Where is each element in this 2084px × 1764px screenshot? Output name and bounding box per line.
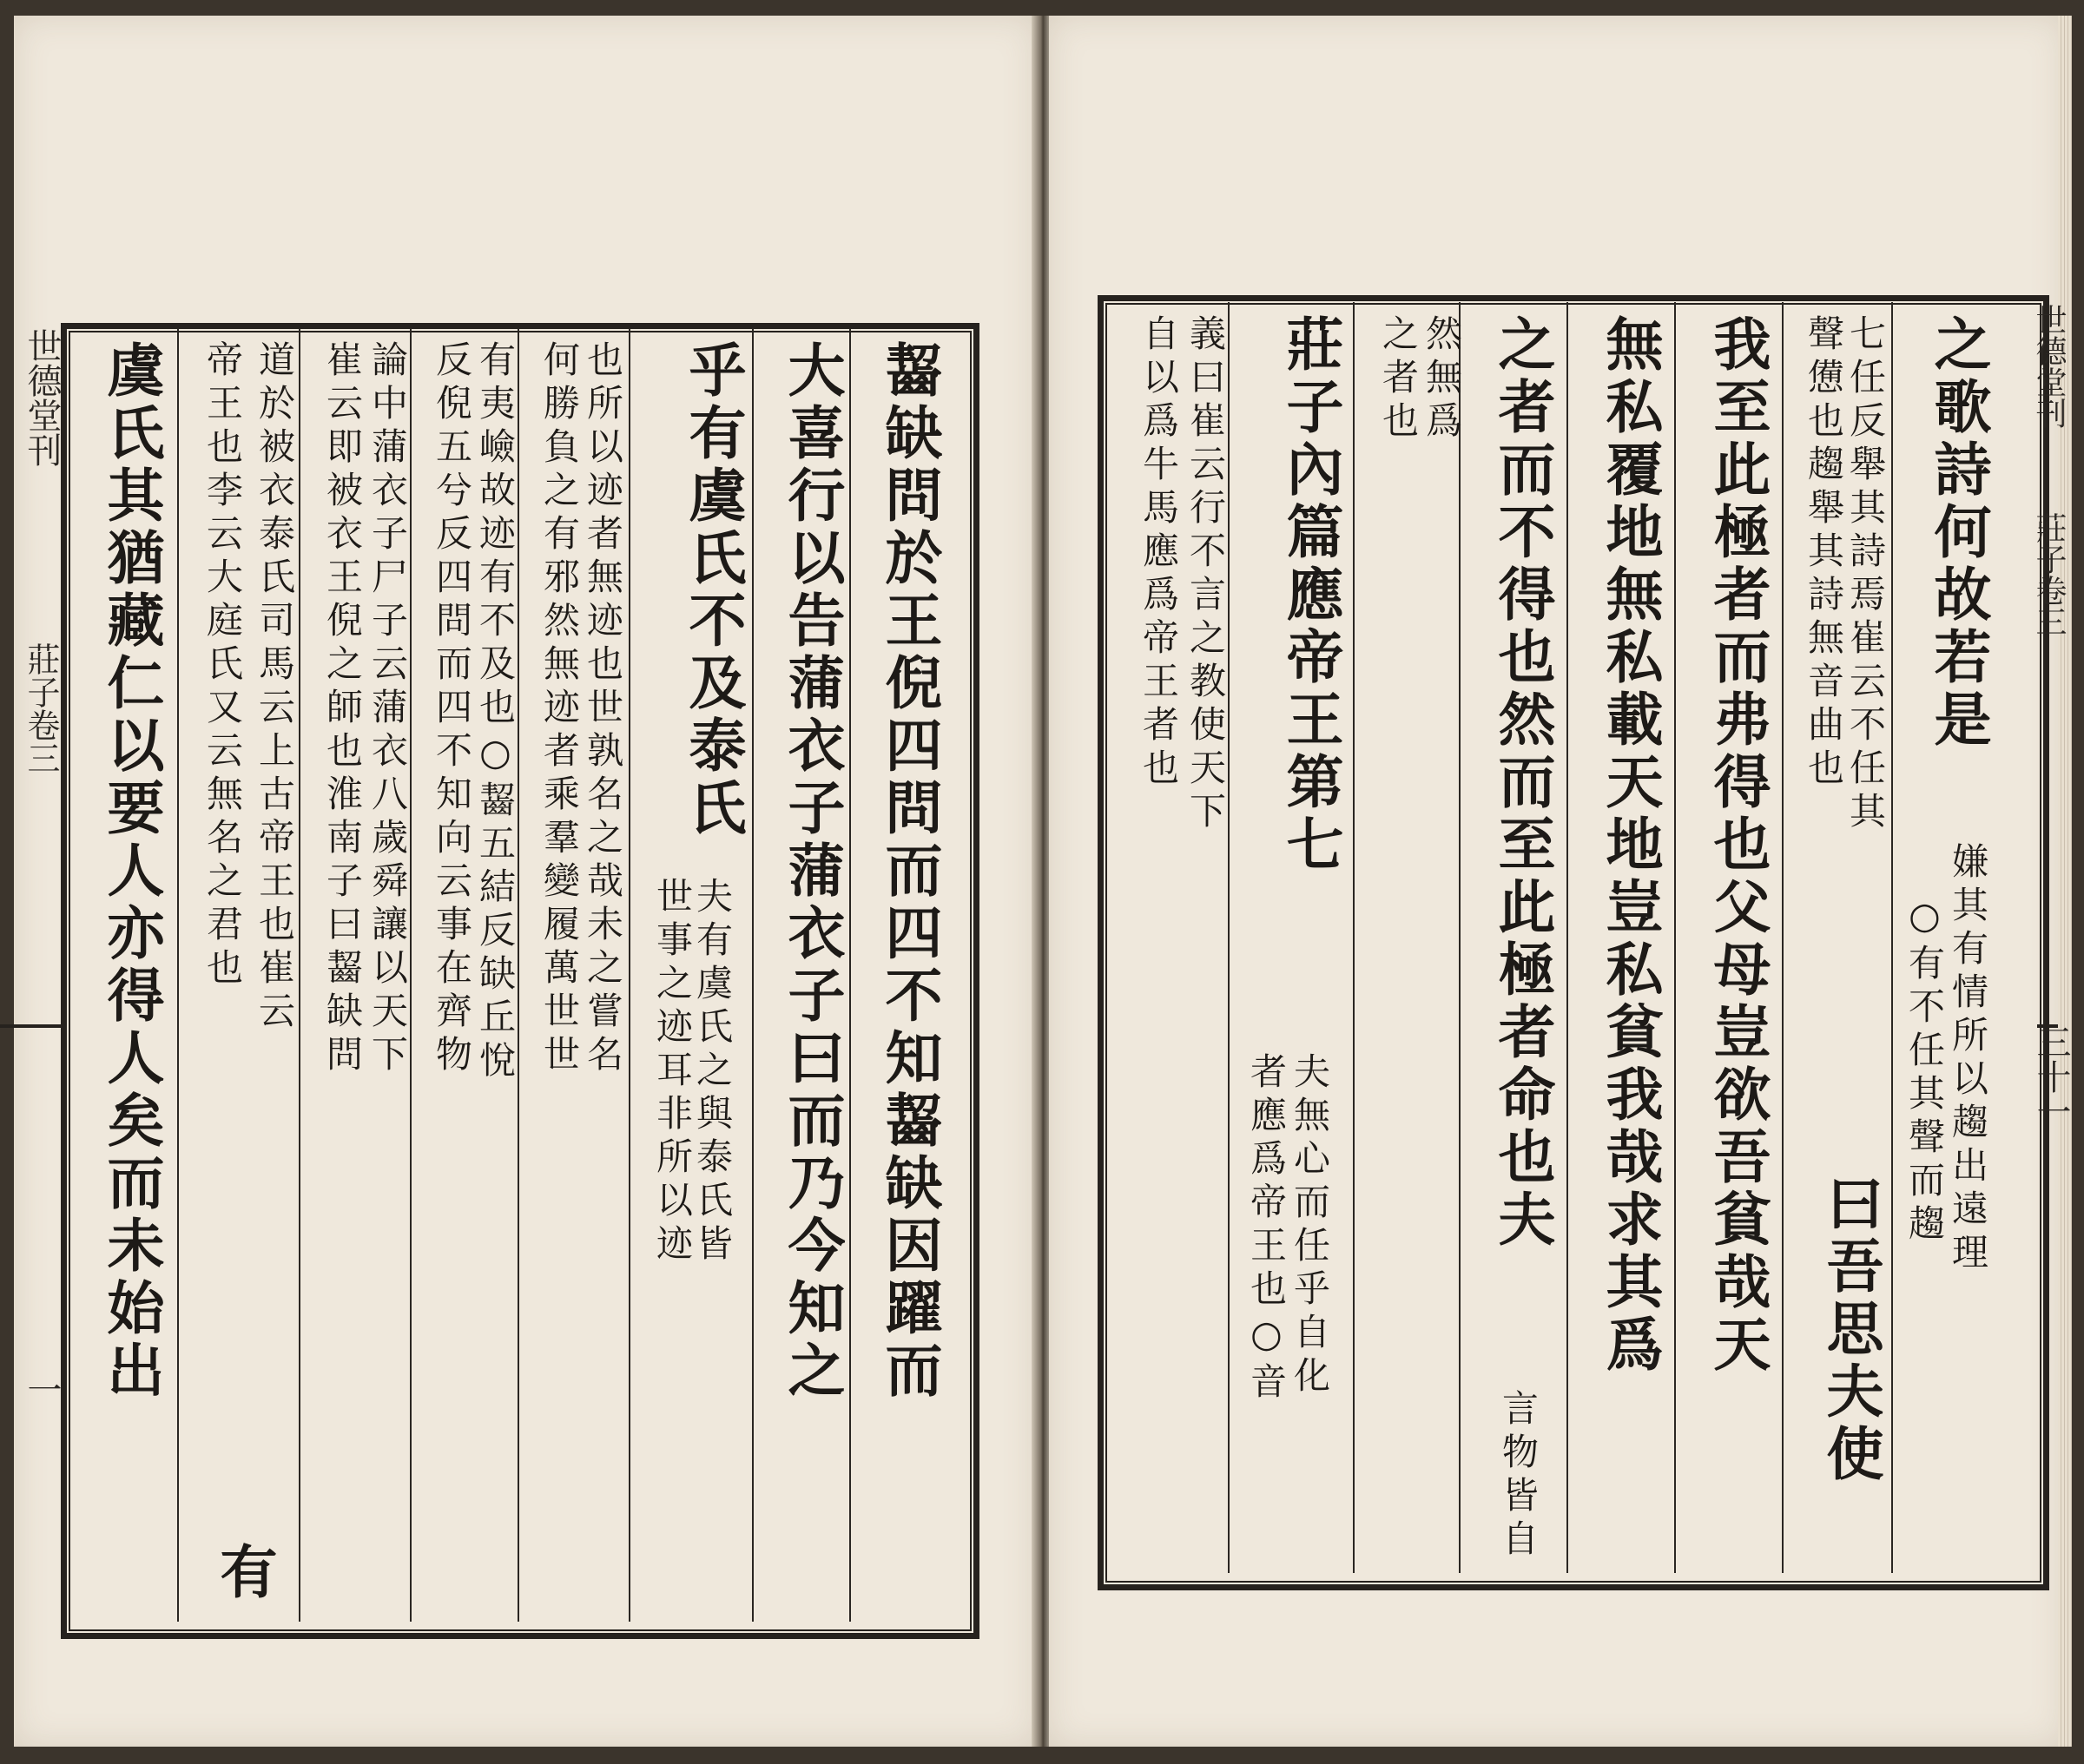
- column-rule: [629, 328, 630, 1622]
- page-edges: [2058, 16, 2072, 1747]
- annotation-column: 義曰崔云行不言之教使天下: [1184, 314, 1227, 835]
- text-column: 齧缺問於王倪四問而四不知齧缺因躍而: [875, 340, 943, 1403]
- right-margin-title: 世德堂刊: [2031, 304, 2067, 429]
- annotation-column: ○有不任其聲而趨: [1903, 894, 1946, 1247]
- annotation-column: 論中蒲衣子尸子云蒲衣八歲舜讓以天下: [366, 340, 409, 1078]
- annotation-column: 者應爲帝王也○音: [1245, 1052, 1288, 1405]
- annotation-column: 也所以迹者無迹也世孰名之哉未之嘗名: [582, 340, 624, 1078]
- annotation-column: 世事之迹耳非所以迹: [651, 877, 694, 1267]
- column-rule: [177, 328, 179, 1622]
- left-margin-folio: 一: [22, 1372, 62, 1406]
- column-rule: [1353, 302, 1355, 1573]
- text-column: 我至此極者而弗得也父母豈欲吾貧哉天: [1704, 314, 1771, 1377]
- text-column: 曰吾思夫使: [1817, 1174, 1884, 1486]
- annotation-column: 何勝負之有邪然無迹者乘羣變履萬世世: [538, 340, 581, 1078]
- annotation-column: 崔云即被衣王倪之師也淮南子曰齧缺問: [321, 340, 364, 1078]
- left-margin-title: 世德堂刊: [22, 328, 62, 467]
- chapter-heading: 莊子內篇應帝王第七: [1276, 314, 1344, 877]
- annotation-column: 七任反舉其詩焉崔云不任其: [1844, 314, 1887, 835]
- annotation-column: 道於被衣泰氏司馬云上古帝王也崔云: [254, 340, 296, 1035]
- text-column: 有: [210, 1542, 278, 1604]
- text-column: 大喜行以告蒲衣子蒲衣子曰而乃今知之: [778, 340, 846, 1403]
- annotation-column: 有夷嶮故迹有不及也○齧五結反缺丘悅: [474, 340, 517, 1084]
- annotation-column: 聲憊也趨舉其詩無音曲也: [1803, 314, 1845, 792]
- annotation-column: 自以爲牛馬應爲帝王者也: [1138, 314, 1180, 792]
- annotation-column: 然無爲: [1421, 314, 1463, 444]
- annotation-column: 反倪五兮反四問而四不知向云事在齊物: [431, 340, 473, 1078]
- annotation-column: 夫無心而任乎自化: [1289, 1052, 1331, 1399]
- left-margin-volume: 莊子卷三: [22, 642, 60, 774]
- text-column: 乎有虞氏不及泰氏: [679, 340, 747, 840]
- column-rule: [1566, 302, 1568, 1573]
- right-margin-volume: 莊子卷三: [2031, 512, 2067, 637]
- annotation-column: 之者也: [1377, 314, 1420, 444]
- left-fishtail-rule: [0, 1024, 61, 1028]
- text-column: 之歌詩何故若是: [1924, 314, 1992, 752]
- column-rule: [1674, 302, 1676, 1573]
- annotation-column: 言物皆自: [1497, 1389, 1540, 1563]
- text-column: 無私覆地無私載天地豈私貧我哉求其爲: [1596, 314, 1664, 1377]
- annotation-column: 夫有虞氏之與泰氏皆: [691, 877, 734, 1267]
- column-rule: [1782, 302, 1784, 1573]
- annotation-column: 嫌其有情所以趨出遠理: [1947, 842, 1989, 1276]
- text-column: 虞氏其猶藏仁以要人亦得人矣而未始出: [97, 340, 165, 1403]
- text-column: 之者而不得也然而至此極者命也夫: [1488, 314, 1556, 1252]
- column-rule: [1459, 302, 1461, 1573]
- annotation-column: 帝王也李云大庭氏又云無名之君也: [201, 340, 244, 991]
- right-margin-folio: 三十一: [2031, 1024, 2071, 1129]
